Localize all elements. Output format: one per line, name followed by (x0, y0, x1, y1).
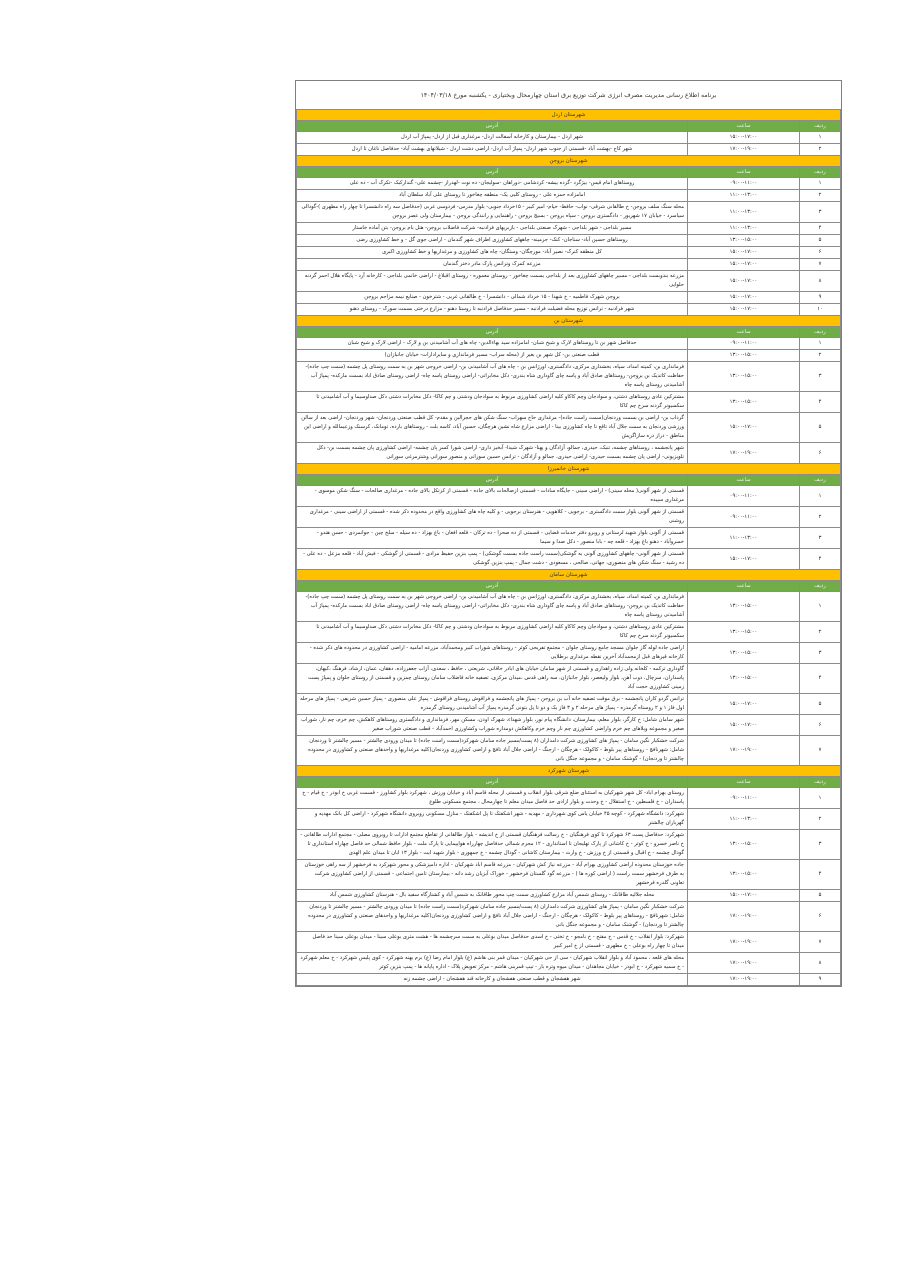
row-number: ۴ (800, 664, 841, 694)
row-number: ۷ (800, 736, 841, 766)
outage-address: شهر فرادنبه - ترانس توزیع محله فضیلت فرادنبه - مسیر حدفاصل فرادنبه تا روستا دهنو - مزارع درختی بسمت سورک - روستای دهنو (297, 304, 688, 316)
row-number: ۶ (800, 902, 841, 932)
outage-address: شهر اردل - بیمارستان و کارخانه آسفالت اردل- مرغداری قبل از اردل- پمپاژ آب اردل (297, 132, 688, 144)
column-header-row (297, 121, 841, 132)
outage-address: بروجن شهرک فاطمیه - خ شهدا - ۱۵ خرداد شمالی - دانشسرا - خ طالقانی غربی - شترخون - صنایع نیمه مزاحم بروجن (297, 292, 688, 304)
outage-address: شرکت خشکبار نگین سامان - پمپاژ های کشاورزی شرکت دامداران (۸ پست/مسیر جاده سامان شهرکرد(سمت راست جاده) تا میدان ورودی چالشتر - مسیر چالشتر تا وردنجان شامل: شهرنافچ - روستاهای پیر بلوط - کاکولک - هرچگان - ارجنگ - اراضی جلال آباد نافچ و اراضی کشاورزی وردنجان(کلیه مرغداریها و واحدهای صنعتی و کشاورزی در محدوده چالشتر تا وردنجان) - گوشنک سامان - و مجموعه جنگل بانی (297, 736, 688, 766)
outage-time: ۱۵:۰۰-۱۷:۰۰ (688, 292, 800, 304)
row-number: ۱ (800, 132, 841, 144)
table-row (297, 809, 841, 830)
header-address: آدرس (297, 167, 688, 178)
row-number: ۲ (800, 190, 841, 202)
row-number: ۴ (800, 392, 841, 413)
outage-time: ۱۵:۰۰-۱۷:۰۰ (688, 694, 800, 715)
county-name: شهرستان شهرکرد (297, 766, 841, 777)
table-row (297, 528, 841, 549)
county-name: شهرستان سامان (297, 570, 841, 581)
county-band (297, 316, 841, 327)
outage-time: ۰۹:۰۰-۱۱:۰۰ (688, 507, 800, 528)
table-row (297, 304, 841, 316)
outage-time: ۰۹:۰۰-۱۱:۰۰ (688, 486, 800, 507)
table-row (297, 860, 841, 890)
row-number: ۳ (800, 362, 841, 392)
header-row-number: ردیف (800, 121, 841, 132)
outage-address: شهر کاج -بهشت آباد -قسمتی از جنوب شهر اردل- پمپاژ آب اردل- اراضی دشت اردل - شیلاتهای بهشت آباد- حدفاصل ناغان تا اردل (297, 144, 688, 156)
row-number: ۸ (800, 271, 841, 292)
outage-address: فرمانداری بن، کمیته امداد، سپاه، بخشداری مرکزی، دادگستری، اورژانس بن - چاه های آب آشامیدنی بن- اراضی خروجی شهر بن به سمت روستای پل چشمه (سمت چپ جاده)- حفاظت کاتدیک بن بروجن- روستاهای صادق آباد و پاسه چای گاوداری شاه بندری- دکل مخابراتی- اراضی روستای پاسه چاه- اراضی روستای صادق اباد بسمت مارکده- پمپاژ آب آشامیدنی روستای پاسه چاه (297, 362, 688, 392)
outage-time: ۱۳:۰۰-۱۵:۰۰ (688, 235, 800, 247)
table-row (297, 362, 841, 392)
county-band (297, 570, 841, 581)
outage-time: ۱۷:۰۰-۱۹:۰۰ (688, 144, 800, 156)
outage-address: شهر پانجشمه ، روستاهای چشمه، تنبک، حیدری، جمالو، آزادگان و پهنا- شهرک شیدا- آبخیز داری- اراضی شورا کسر پان چشمه- اراضی کشاورزی پان چشمه بسمت بن- دکل تلویزیونی- اراضی پان چشمه بسمت حیدری- اراضی حیدری، جمالو و آزادگان - ترانس حسین سورانی و منصور سورانی وشترمرغی سورانی (297, 443, 688, 464)
outage-address: شهرکرد: بلوار انقلاب - خ قدس - خ مفتح - خ نامجو - خ تختی - خ اسدی حدفاصل میدان بوعلی به سمت سرچشمه ها - هشت متری بوعلی سینا - میدان بوعلی سینا حد فاصل میدان تا چهار راه بوعلی - خ مطهری - قسمتی از خ امیر کبیر (297, 932, 688, 953)
outage-time: ۱۱:۰۰-۱۳:۰۰ (688, 528, 800, 549)
outage-time: ۱۳:۰۰-۱۵:۰۰ (688, 622, 800, 643)
header-address: آدرس (297, 581, 688, 592)
outage-time: ۱۳:۰۰-۱۵:۰۰ (688, 362, 800, 392)
outage-address: مزرعه کمرک وترانس پارک مادر دختر گندمان (297, 259, 688, 271)
outage-time: ۱۳:۰۰-۱۵:۰۰ (688, 350, 800, 362)
row-number: ۵ (800, 413, 841, 443)
table-row (297, 953, 841, 974)
row-number: ۶ (800, 715, 841, 736)
title-row (297, 81, 841, 110)
column-header-row (297, 581, 841, 592)
table-row (297, 259, 841, 271)
outage-address: شرکت خشکبار نگین سامان - پمپاژ های کشاورزی شرکت دامداران (۸ پست/مسیر جاده سامان شهرکرد(سمت راست جاده) تا میدان ورودی چالشتر - مسیر چالشتر تا وردنجان شامل: شهرنافچ - روستاهای پیر بلوط - کاکولک - هرچگان - ارجنگ - اراضی جلال آباد نافچ و اراضی کشاورزی وردنجان(کلیه مرغداریها و واحدهای صنعتی و کشاورزی در محدوده چالشتر تا وردنجان) - گوشنک سامان - و مجموعه جنگل بانی (297, 902, 688, 932)
table-row (297, 271, 841, 292)
outage-time: ۱۱:۰۰-۱۳:۰۰ (688, 202, 800, 223)
header-row-number: ردیف (800, 167, 841, 178)
outage-address: محله سنگ سلف بروجن- خ طالقانی شرقی- نواب- حافظ- خیام- امیر کبیر - ۱۵خرداد جنوبی- بلوار مدرس- فردوسی غربی (حدفاصل سه راه دانشسرا تا چهار راه مطهری )-گودالی سیاسرد - خیابان ۱۷ شهریور - دادگستری بروجن - سپاه بروجن - بسیج بروجن - راهنمایی و رانندگی بروجن - بیمارستان ولی عصر بروجن (297, 202, 688, 223)
row-number: ۲ (800, 144, 841, 156)
header-address: آدرس (297, 327, 688, 338)
outage-address: روستاهای حسین آباد- سناجان- کنک- جرمینه- چاههای کشاورزی اطراف شهر گندمان - اراضی جوی گل - و خط کشاورزی رضی (297, 235, 688, 247)
table-row (297, 890, 841, 902)
header-row-number: ردیف (800, 777, 841, 788)
table-row (297, 902, 841, 932)
header-row-number: ردیف (800, 475, 841, 486)
header-row-number: ردیف (800, 581, 841, 592)
row-number: ۵ (800, 235, 841, 247)
row-number: ۲ (800, 622, 841, 643)
outage-time: ۱۷:۰۰-۱۹:۰۰ (688, 932, 800, 953)
row-number: ۲ (800, 350, 841, 362)
outage-address: شهر سامان شامل: خ کارگر، بلوار معلم، بیمارستان، دانشگاه پیام نور، بلوار شهداء، شهرک اوذن، مسکن مهر، فرمانداری و دادگستری روستاهای کاهکش، چم خرم، چم نار، شوراب صغیر و مجموعه ویلاهای چم خرم واراضی کشاورزی چم نار وچم خرم وکاهکش دومداره شوراب وکشاورزی احمدآباد - قطب صنعتی شوراب صغیر (297, 715, 688, 736)
row-number: ۱ (800, 178, 841, 190)
outage-time: ۱۵:۰۰-۱۷:۰۰ (688, 890, 800, 902)
outage-time: ۱۵:۰۰-۱۷:۰۰ (688, 304, 800, 316)
header-time: ساعت (688, 167, 800, 178)
table-row (297, 932, 841, 953)
outage-time: ۱۷:۰۰-۱۹:۰۰ (688, 974, 800, 986)
outage-address: شهرکرد: دانشگاه شهرکرد - کوچه ۴۵ خیابان یاس کوی شهرداری - مهدیه - شهر اشکفتک تا پل اشکفتک - منازل مسکونی روبروی دانشگاه شهرکرد - اراضی کل بانک مهدیه و گهرباران چالشتر (297, 809, 688, 830)
row-number: ۱ (800, 788, 841, 809)
table-row (297, 694, 841, 715)
outage-address: مسیر بلداجی - شهر بلداجی - شهرک صنعتی بلداجی - بازبریهای فرادنبه- شرکت فاضلاب بروجن- هتل بام بروجن- بتن آماده خاستار (297, 223, 688, 235)
outage-time: ۰۹:۰۰-۱۱:۰۰ (688, 788, 800, 809)
table-row (297, 788, 841, 809)
outage-address: قطب صنعتی بن- کل شهر بن بغیر از (محله سراب- مسیر فرمانداری و سایرادارات- خیابان جانبازان) (297, 350, 688, 362)
county-name: شهرستان بن (297, 316, 841, 327)
outage-address: روستای بهرام اباد- کل شهر شهرکیان به استثنای ضلع شرقی بلوار انقلاب و قسمتی از محله قاسم آباد و خیابان ورزش ، شهرکرد بلوار کشاورز - قسمت غربی خ ابوذر - خ قیام - خ پاسداران - خ فلسطین - خ استقلال - خ وحدت و بلوار ازادی حد فاصل میدان معلم تا چهارمحال ، مجتمع مسکونی طلوع (297, 788, 688, 809)
outage-address: شهر هفشجان و قطب صنعتی هفشجان و کارخانه قند هفشجان - اراضی چشمه زنه (297, 974, 688, 986)
row-number: ۱۰ (800, 304, 841, 316)
row-number: ۴ (800, 860, 841, 890)
row-number: ۴ (800, 549, 841, 570)
table-row (297, 144, 841, 156)
outage-time: ۱۵:۰۰-۱۷:۰۰ (688, 549, 800, 570)
outage-time: ۱۷:۰۰-۱۹:۰۰ (688, 443, 800, 464)
row-number: ۱ (800, 486, 841, 507)
outage-time: ۱۳:۰۰-۱۵:۰۰ (688, 664, 800, 694)
row-number: ۷ (800, 259, 841, 271)
county-name: شهرستان خانمیرزا (297, 464, 841, 475)
table-row (297, 507, 841, 528)
outage-schedule-table (296, 81, 841, 986)
outage-time: ۱۵:۰۰-۱۷:۰۰ (688, 247, 800, 259)
outage-time: ۱۳:۰۰-۱۵:۰۰ (688, 392, 800, 413)
row-number: ۵ (800, 890, 841, 902)
table-row (297, 664, 841, 694)
outage-time: ۱۷:۰۰-۱۹:۰۰ (688, 953, 800, 974)
outage-schedule-sheet (295, 80, 842, 987)
table-row (297, 292, 841, 304)
outage-time: ۱۵:۰۰-۱۷:۰۰ (688, 132, 800, 144)
row-number: ۸ (800, 953, 841, 974)
outage-address: گاوداری ترکمه - کلخانه ولی زاده راهداری و قسمتی از شهر سامان خیابان های اباذر خاقانی، شریعتی ، حافظ ، سعدی، آزاب جعفرزاده، دهقان، عمان، ارشاد، فرهنگ ،کیهان، پاسداران، سرچال، ذوب آهن، بلوار ولیعصر، بلوار جانبازان، سه راهی قدس ،میدان مرکزی، تصفیه خانه فاضلاب سامان روستای چمزین و قسمتی از روستای جلوان و پمپاژ پست زمینی کشاورزی حجت آباد (297, 664, 688, 694)
outage-address: روستاهای امام قیس- بیژگرد -گرده بیشه- کردشامی -دوراهان -سولیجان- ده نوت -لهدراز -چشمه علی- گندارکبک -تکرک آب - ده علی (297, 178, 688, 190)
table-row (297, 974, 841, 986)
table-row (297, 350, 841, 362)
row-number: ۳ (800, 830, 841, 860)
header-address: آدرس (297, 121, 688, 132)
county-band (297, 110, 841, 121)
table-row (297, 736, 841, 766)
table-row (297, 486, 841, 507)
header-time: ساعت (688, 777, 800, 788)
outage-address: کل منطقه کنرک- نصیر آباد- مورچگان- وستگان- چاه های کشاورزی و مرغداریها و خط کشاورزی اکبری (297, 247, 688, 259)
column-header-row (297, 777, 841, 788)
table-row (297, 622, 841, 643)
table-row (297, 549, 841, 570)
table-row (297, 592, 841, 622)
outage-time: ۱۵:۰۰-۱۷:۰۰ (688, 271, 800, 292)
row-number: ۹ (800, 974, 841, 986)
outage-address: مشترکین عادی روستاهای دشتی، و سوادجان وچم کاکاو کلیه اراضی کشاورزی مربوط به سوادجان ودشتی و چم کاکا- دکل مخابرات دشتی دکل صداوسیما و آب آشامیدنی تا سکسیونر گردنه سرخ چم کاکا (297, 622, 688, 643)
outage-address: محله جلالیه طاقانک - روستای شمس آباد مزارع کشاورزی سمت چپ محور طاقانک به شمس آباد و کشتارگاه سفید بال - هنرستان کشاورزی شمس آباد (297, 890, 688, 902)
column-header-row (297, 167, 841, 178)
header-time: ساعت (688, 475, 800, 486)
outage-address: اراضی جاده لوله گاز جلوان مسجد جامع روستای جلوان - مجتمع تفریحی کوثر - روستاهای شوراب کبیر ومحمدآباد، مزرعه امامیه - اراضی کشاورزی در محدوده های ذکر شده - کارخانه قیرهای قبل ازمحمدآباد آخرین نقطه مرغداری برطلایی (297, 643, 688, 664)
outage-time: ۱۷:۰۰-۱۹:۰۰ (688, 736, 800, 766)
table-row (297, 132, 841, 144)
header-time: ساعت (688, 327, 800, 338)
header-address: آدرس (297, 777, 688, 788)
county-band (297, 156, 841, 167)
outage-address: مزرعه بندوبست بلداجی - مسیر چاههای کشاورزی بعد از بلداجی بسمت چغاخور - روستای معموره - روستای اقبلاغ - اراضی خانمی بلداجی - کارخانه آرد - پایگاه هلال احمر گردنه حلوایی (297, 271, 688, 292)
row-number: ۲ (800, 809, 841, 830)
row-number: ۶ (800, 247, 841, 259)
outage-address: شهرکرد: حدفاصل پست ۶۳ شهرکرد تا کوی فرهنگیان - خ رسالت فرهنگیان قسمتی از خ اندیشه - بلوار طالقانی از تقاطع مجتمع ادارات تا روبروی مصلی - مجتمع ادارات طالقانی - خ ناصر خسرو - خ کوثر - خ کاشانی از پارک تهلیجان تا استانداری - ۱۲ محرم شمالی حدفاصل چهارراه هوایپمایی تا پارک ملت - بلوار حافظ شمالی حد فاصل چهاراه استانداری تا گودال چشمه - خ اقبال و قسمتی از خ ورزش - خ وارث - بیمارستان کاشانی - گودال چشمه - خ جمهوری - بلوار شهید ایت - بلوار ۱۳ ابان تا میدان علم الهدی (297, 830, 688, 860)
table-row (297, 338, 841, 350)
outage-time: ۰۹:۰۰-۱۱:۰۰ (688, 178, 800, 190)
county-band (297, 766, 841, 777)
table-row (297, 830, 841, 860)
table-row (297, 202, 841, 223)
outage-time: ۱۵:۰۰-۱۷:۰۰ (688, 259, 800, 271)
outage-address: قسمتی از شهر آلونی بلوار سمت دادگستری - برجویی - کلاهویی - هنرستان برجویی - و کلیه چاه های کشاورزی واقع در محدوده ذکر شده - قسمتی از اراضی سینی - مرغداری روشنی (297, 507, 688, 528)
header-address: آدرس (297, 475, 688, 486)
column-header-row (297, 475, 841, 486)
table-row (297, 190, 841, 202)
county-band (297, 464, 841, 475)
header-time: ساعت (688, 121, 800, 132)
outage-time: ۱۳:۰۰-۱۵:۰۰ (688, 830, 800, 860)
outage-address: گرداب بن- اراضی بن بسمت وردنجان(سمت راست جاده)- مرغداری حاج سهراب- سنگ شکن های حجرالبن و مقدم- کل قطب صنعتی وردنجان- شهر وردنجان- اراضی بعد از سالن ورزشی وردنجان به سمت جلال آباد تاقع تا چاه کشاورزی بینا - اراضی مزارع شاه نشین هرچگان، حسین آباد، کاسه بلت - روستاهای بارده، تومانک، کرسنک وزعیمالله و اراضی این مناطق - دراز دره سازاگریش (297, 413, 688, 443)
column-header-row (297, 327, 841, 338)
outage-time: ۱۱:۰۰-۱۳:۰۰ (688, 809, 800, 830)
document-title: برنامه اطلاع رسانی مدیریت مصرف انرژی شرکت توزیع برق استان چهارمحال وبختیاری - یکشنبه مورخ ۱۴۰۴/۰۳/۱۸ (297, 81, 841, 110)
row-number: ۵ (800, 694, 841, 715)
row-number: ۶ (800, 443, 841, 464)
table-row (297, 413, 841, 443)
outage-address: ترانس گردو کاران پانجشمه - برق موقت تصفیه خانه آب بن بروجن - پمپاژ های پانجشمه و فراقوش روستای فراقوش - پمپاژ علی منصوری - پمپاژ حسین شریفی - پمپاژ های مرحله اول فاز ۱ و ۲ روستاه گرمدره - پمپاژ های مرحله ۲ و ۳ فاز یک و دو تا پل بتونی گرمدره پمپاژ آب آشامیدنی روستای گرمدره (297, 694, 688, 715)
row-number: ۳ (800, 643, 841, 664)
outage-address: جاده خوزستان محدوده اراضی کشاورزی بهرام آباد - مزرعه نیاز کش شهرکیان - مزرعه قاسم اباد شهرکیان - اداره دامپزشکی و محور شهرکرد به فرخشهر از سه راهی خوزستان به طرف فرخشهر سمت راست ( اراضی کوره ها ) - مزرعه گود گلستان فرخشهر - خوراک آبزیان رشد دانه - بیمارستان تامین اجتماعی - قسمتی از اراضی کشاورزی شرکت تعاونی گلدره فرخشهر (297, 860, 688, 890)
row-number: ۱ (800, 592, 841, 622)
outage-time: ۱۱:۰۰-۱۳:۰۰ (688, 223, 800, 235)
header-row-number: ردیف (800, 327, 841, 338)
outage-address: قسمتی از شهر آلونی( محله سینی) - اراضی سینی - جایگاه سادات - قسمتی ازصالحات بالای جاده - قسمتی از کرتکل بالای جاده - مرغداری صالحات - سنگ شکن موسوی - مرغداری سپیده (297, 486, 688, 507)
outage-time: ۱۱:۰۰-۱۳:۰۰ (688, 190, 800, 202)
row-number: ۲ (800, 507, 841, 528)
table-row (297, 223, 841, 235)
outage-time: ۱۷:۰۰-۱۹:۰۰ (688, 902, 800, 932)
outage-time: ۱۵:۰۰-۱۷:۰۰ (688, 715, 800, 736)
table-row (297, 235, 841, 247)
table-row (297, 715, 841, 736)
outage-time: ۱۳:۰۰-۱۵:۰۰ (688, 860, 800, 890)
outage-time: ۱۵:۰۰-۱۷:۰۰ (688, 413, 800, 443)
row-number: ۳ (800, 202, 841, 223)
row-number: ۹ (800, 292, 841, 304)
outage-address: قسمتی از شهر آلونی- چاههای کشاورزی آلونی به گوشکی(سمت راست جاده بسمت گوشکی) - پمپ بنزین حفیظ مرادی - قسمتی از گوشکی - فیش آباد - قلعه مزعل - ده علی - ده رشید - سنگ شکن های منصوری، جهانی، صالحی ، مسعودی - دشت جمال - پمپ بنزین گوشکی (297, 549, 688, 570)
row-number: ۷ (800, 932, 841, 953)
outage-address: حدفاصل شهر بن تا روستاهای لارک و شیخ شبان- امامزاده سید بهاءالدین- چاه های آب آشامیدنی بن و لارک - اراضی لارک و شیخ شبان (297, 338, 688, 350)
county-name: شهرستان اردل (297, 110, 841, 121)
outage-time: ۰۹:۰۰-۱۱:۰۰ (688, 338, 800, 350)
county-name: شهرستان بروجن (297, 156, 841, 167)
row-number: ۱ (800, 338, 841, 350)
outage-address: قسمتی از آلونی بلوار شهید لرستانی و روبرو دفتر خدمات قضایی - قسمتی از ده صحرا - ده ترکان - قلعه افغان - باغ بهزاد - ده سیله - سلخ چین - جوانمردی - حسن هندو - خسروآباد - دهنو باغ بهزاد - قلعه چه - بابا منصور - دکل صدا و سیما (297, 528, 688, 549)
outage-time: ۱۳:۰۰-۱۵:۰۰ (688, 643, 800, 664)
header-time: ساعت (688, 581, 800, 592)
outage-address: محله های قلعه ، محمود آباد و بلوار انقلاب شهرکیان - سی از حی شهرکیان - میدان قمر بنی هاشم (ع) بلوار امام رضا (ع) برم بهنه شهرکرد - کوی پلیس شهرکرد - خ معلم شهرکرد - خ سمیه شهرکرد - خ ابوذر - خیابان مجاهدان - میدان میوه وتره بار - تیپ قمربنی هاشم - مرکز تعویض پلاک - اداره پایانه ها - پمپ بنزین کوثر (297, 953, 688, 974)
outage-time: ۱۳:۰۰-۱۵:۰۰ (688, 592, 800, 622)
table-row (297, 392, 841, 413)
outage-address: امامزاده حمزه علی - روستای کلبی یک- منطقه چغاخور تا روستای علی آباد سلطان آباد (297, 190, 688, 202)
table-row (297, 178, 841, 190)
table-row (297, 247, 841, 259)
outage-address: مشترکین عادی روستاهای دشتی، و سوادجان وچم کاکاو کلیه اراضی کشاورزی مربوط به سوادجان ودشتی و چم کاکا- دکل مخابرات دشتی دکل صداوسیما و آب آشامیدنی تا سکسیونر گردنه سرخ چم کاکا (297, 392, 688, 413)
table-row (297, 643, 841, 664)
row-number: ۳ (800, 528, 841, 549)
table-row (297, 443, 841, 464)
outage-address: فرمانداری بن، کمیته امداد، سپاه، بخشداری مرکزی، دادگستری، اورژانس بن - چاه های آب آشامیدنی بن- اراضی خروجی شهر بن به سمت روستای پل چشمه (سمت چپ جاده)- حفاظت کاتدیک بن بروجن- روستاهای صادق آباد و پاسه چای گاوداری شاه بندری- دکل مخابراتی- اراضی روستای پاسه چاه- اراضی روستای صادق اباد بسمت مارکده- پمپاژ آب آشامیدنی روستای پاسه چاه (297, 592, 688, 622)
row-number: ۴ (800, 223, 841, 235)
